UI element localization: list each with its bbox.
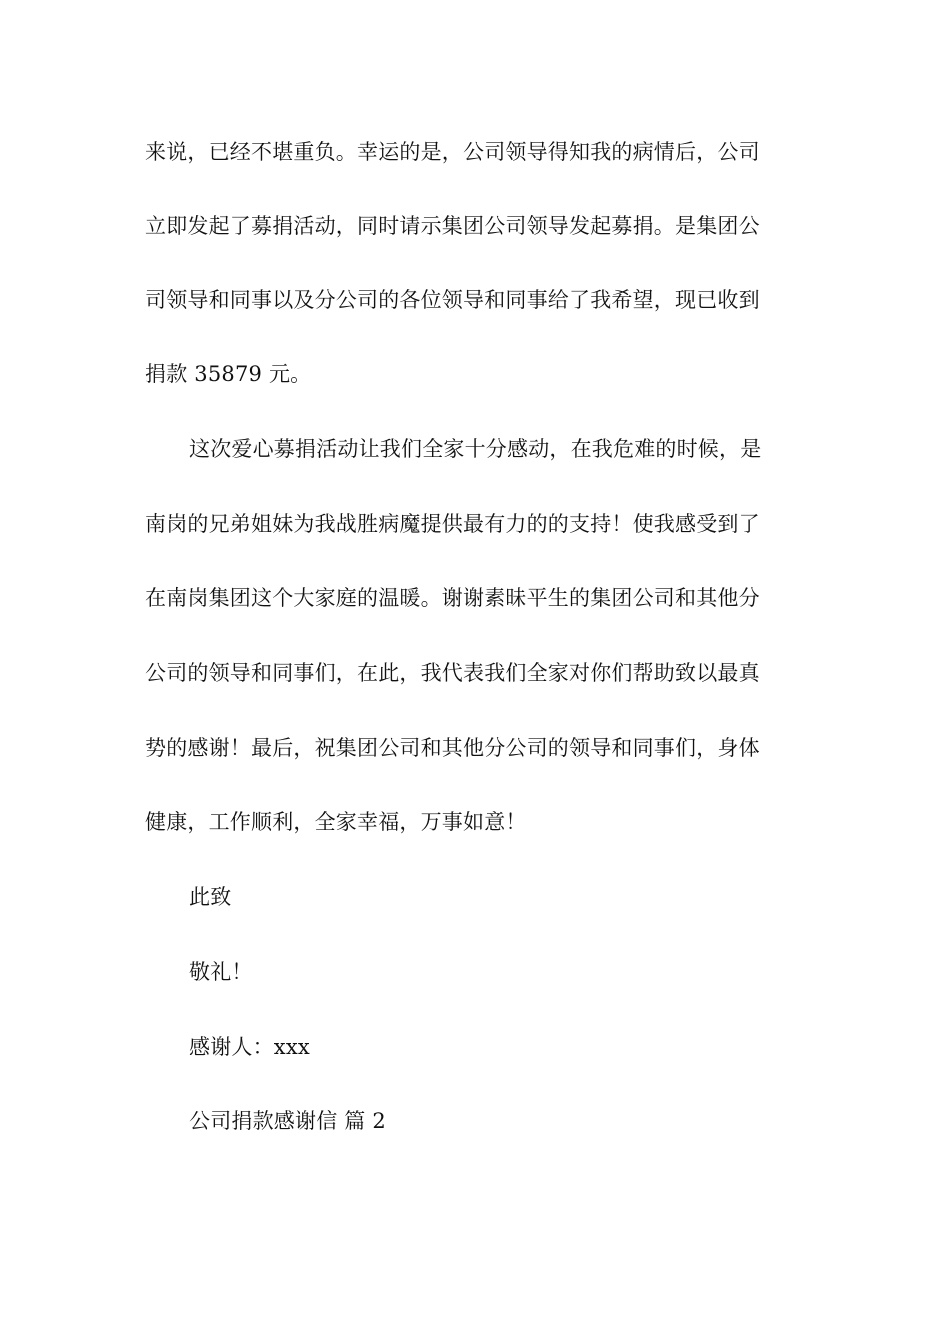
paragraph-line: 来说，已经不堪重负。幸运的是，公司领导得知我的病情后，公司 [145,140,760,164]
paragraph-line: 捐款 35879 元。 [145,362,312,386]
paragraph-line: 这次爱心募捐活动让我们全家十分感动，在我危难的时候，是 [189,437,762,461]
signature-line: 感谢人：xxx [189,1035,310,1059]
paragraph-line: 南岗的兄弟姐妹为我战胜病魔提供最有力的的支持！使我感受到了 [145,512,760,536]
paragraph-line: 在南岗集团这个大家庭的温暖。谢谢素昧平生的集团公司和其他分 [145,586,760,610]
closing-regards: 敬礼！ [189,960,253,984]
paragraph-line: 公司的领导和同事们，在此，我代表我们全家对你们帮助致以最真 [145,661,760,685]
section-heading: 公司捐款感谢信 篇 2 [189,1109,386,1133]
paragraph-line: 立即发起了募捐活动，同时请示集团公司领导发起募捐。是集团公 [145,214,760,238]
paragraph-line: 健康，工作顺利，全家幸福，万事如意！ [145,810,527,834]
paragraph-line: 势的感谢！最后，祝集团公司和其他分公司的领导和同事们，身体 [145,736,760,760]
paragraph-line: 司领导和同事以及分公司的各位领导和同事给了我希望，现已收到 [145,288,760,312]
closing-salutation: 此致 [189,885,232,909]
